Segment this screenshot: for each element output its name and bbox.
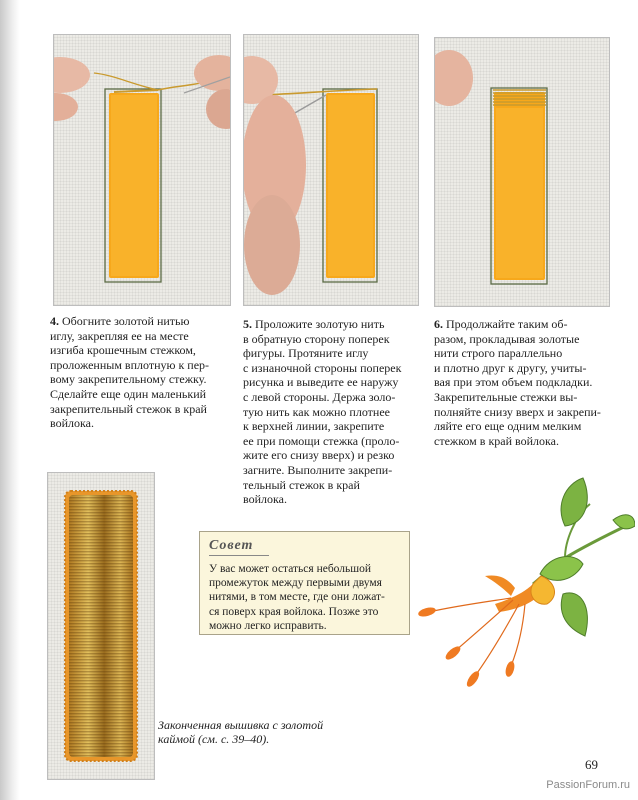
step-5-line-4: с изнаночной стороны поперек [243,360,402,375]
step-5-line-7: тую нить как можно плотнее [243,404,390,419]
tip-line-5: можно легко исправить. [209,619,327,632]
step-4-line-3: изгиба крошечным стежком, [50,343,196,358]
step-6-photo [434,37,610,307]
step-6-line-3: нити строго параллельно [434,346,563,361]
step-4-line-8: войлока. [50,416,94,431]
tip-line-4: ся поверх края войлока. Позже это [209,605,379,618]
tip-title: Совет [209,538,401,556]
step-5-line-12: тельный стежок в край [243,477,360,492]
step-6-number: 6. [434,317,443,331]
step-4-text [50,314,228,431]
step-4-number: 4. [50,314,59,328]
step-5-number: 5. [243,317,252,331]
tip-text [209,562,401,633]
tip-box [199,531,410,635]
photo-caption [158,718,348,746]
page-number: 69 [585,757,598,772]
step-6-line-5: вая при этом объем подкладки. [434,375,593,390]
step-5-photo [243,34,419,306]
watermark: PassionForum.ru [546,779,630,791]
step-4-line-4: проложенным вплотную к пер- [50,357,210,372]
step-6-line-9: стежком в край войлока. [434,433,559,448]
tip-line-2: промежуток между первыми двумя [209,577,382,590]
step-5-line-13: войлока. [243,492,287,507]
step-6-line-8: ляйте его еще одним мелким [434,419,582,434]
step-4-line-7: закрепительный стежок в край [50,401,207,416]
step-4-line-1: 4. Обогните золотой нитью [50,314,190,328]
step-6-line-7: полняйте снизу вверх и закрепи- [434,404,601,419]
caption-line-1: Законченная вышивка с золотой [158,718,324,732]
step-5-text [243,317,421,507]
step-5-line-6: с левой стороны. Держа золо- [243,389,396,404]
tip-line-3: нитями, в том месте, где они ложат- [209,591,385,604]
step-4-line-5: вому закрепительному стежку. [50,372,207,387]
step-6-line-2: разом, прокладывая золотые [434,331,580,346]
step-4-photo [53,34,231,306]
step-5-line-3: фигуры. Протяните иглу [243,346,369,361]
tip-line-1: У вас может остаться небольшой [209,563,372,575]
step-5-line-2: в обратную сторону поперек [243,331,390,346]
step-5-line-9: ее при помощи стежка (проло- [243,433,400,448]
step-4-line-2: иглу, закрепляя ее на месте [50,328,189,343]
step-5-line-1: 5. Проложите золотую нить [243,317,385,331]
finished-embroidery-photo [47,472,155,780]
step-6-line-1: 6. Продолжайте таким об- [434,317,568,331]
book-spine-shadow [0,0,20,800]
step-6-line-6: Закрепительные стежки вы- [434,389,578,404]
step-5-line-5: рисунка и выведите ее наружу [243,375,399,390]
step-6-text [434,317,614,448]
step-5-line-8: к верхней линии, закрепите [243,419,385,434]
step-5-line-11: загните. Выполните закрепи- [243,462,393,477]
fuchsia-flower-illustration [415,476,635,696]
step-4-line-6: Сделайте еще один маленький [50,386,207,401]
caption-line-2: каймой (см. с. 39–40). [158,732,270,746]
step-5-line-10: жите его снизу вверх) и резко [243,448,395,463]
step-6-line-4: и плотно друг к другу, учиты- [434,360,587,375]
